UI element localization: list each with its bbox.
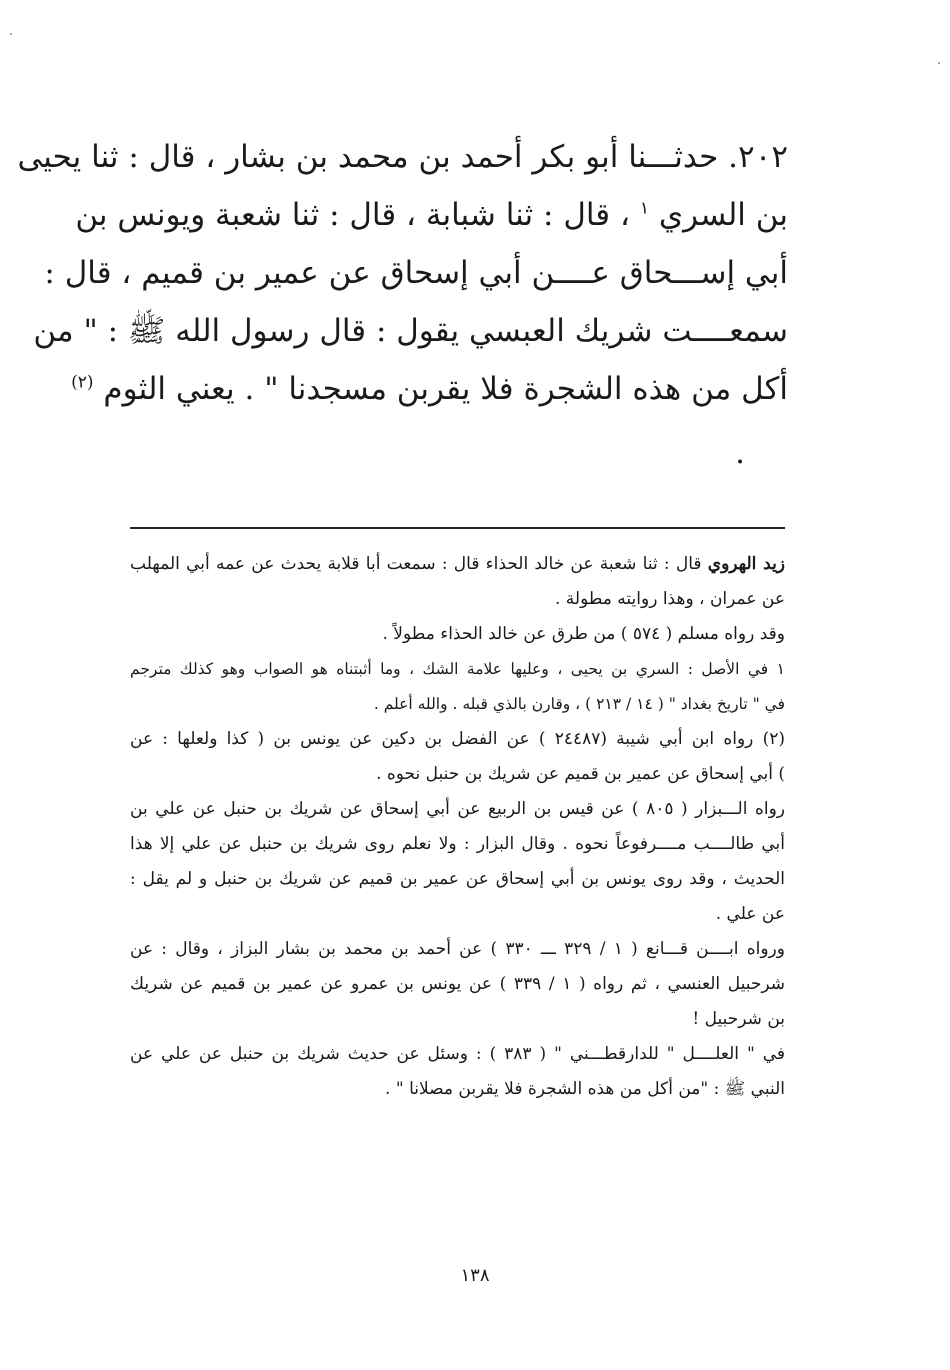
footnote-line: بن شرحبيل ! [692,1009,785,1029]
footnote-line: ورواه ابــــن قـــانع ( ١ / ٣٢٩ ـــ ٣٣٠ ) عن أحمد بن محمد بن بشار البزاز ، وقال : عن [130,939,785,959]
hadith-text [17,128,788,418]
hadith-line-part: أكل من هذه الشجرة فلا يقربن مسجدنا " . يعني الثوم [103,371,788,407]
hadith-line: أبي إســـحاق عــــن أبي إسحاق عن عمير بن قميم ، قال : [44,255,788,291]
hadith-line-part: ، قال : ثنا شبابة ، قال : ثنا شعبة ويونس بن [75,197,630,233]
footnote-line: شرحبيل العنسي ، ثم رواه ( ١ / ٣٣٩ ) عن يونس بن عمرو عن عمير بن قميم عن شريك [130,974,785,994]
footnote-marker-2: (٢) [71,372,94,393]
footnote-line: النبي ﷺ : "من أكل من هذه الشجرة فلا يقربن مصلانا " . [385,1079,785,1099]
hadith-line [71,360,788,418]
footnote-line [130,547,785,582]
hadith-line-part: بن السري [658,197,788,233]
footnote-text: قال : ثنا شعبة عن خالد الحذاء قال : سمعت أبا قلابة يحدث عن عمه أبي المهلب [130,554,702,574]
scan-speck [938,62,940,64]
footnote-line: عن عمران ، وهذا روايته مطولة . [554,589,785,609]
footnote-line: رواه الـــبزار ( ٨٠٥ ) عن قيس بن الربيع عن أبي إسحاق عن شريك بن حنبل عن علي بن [130,799,785,819]
footnote-line: الحديث ، وقد روى يونس بن أبي إسحاق عن عمير بن قميم عن شريك بن حنبل و لم يقل : [130,869,785,889]
footnote-1-line: ١ في الأصل : السري بن يحيى ، وعليها علامة الشك ، وما أثبتناه هو الصواب وهو كذلك مترجم [130,660,785,678]
footnote-1-line: في " تاريخ بغداد " ( ١٤ / ٢١٣ ) ، وقارن بالذي قبله . والله أعلم . [373,695,785,713]
footnote-2-line: (٢) رواه ابن أبي شيبة (٢٤٤٨٧ ) عن الفضل بن دكين عن يونس بن ( كذا ولعلها : عن [130,729,785,749]
hadith-line: سمعــــت شريك العبسي يقول : قال رسول الله ﷺ : " من [33,313,788,349]
hadith-trailing-dot: . [735,435,745,471]
footnote-line: عن علي . [715,904,785,924]
footnote-bold-name: زيد الهروي [707,554,786,574]
footnote-2-line: ) أبي إسحاق عن عمير بن قميم عن شريك بن حنبل نحوه . [376,764,785,784]
footnote-line: أبي طالــــب مــــرفوعاً نحوه . وقال البزار : ولا نعلم روى شريك بن حنبل عن علي إلا هذا [130,834,785,854]
footnote-line: في " العلــــل " للدارقطـــني " ( ٣٨٣ ) : وسئل عن حديث شريك بن حنبل عن علي عن [130,1044,785,1064]
hadith-line: ٢٠٢. حدثـــنا أبو بكر أحمد بن محمد بن بشار ، قال : ثنا يحيى [17,139,788,175]
scan-speck [10,33,12,35]
footnotes [130,547,785,1107]
footnote-line: وقد رواه مسلم ( ٥٧٤ ) من طرق عن خالد الحذاء مطولاً . [382,624,785,644]
footnote-separator [130,527,785,529]
footnote-marker-1: ١ [639,198,649,219]
hadith-line [75,186,788,244]
page-number: ١٣٨ [460,1265,490,1286]
